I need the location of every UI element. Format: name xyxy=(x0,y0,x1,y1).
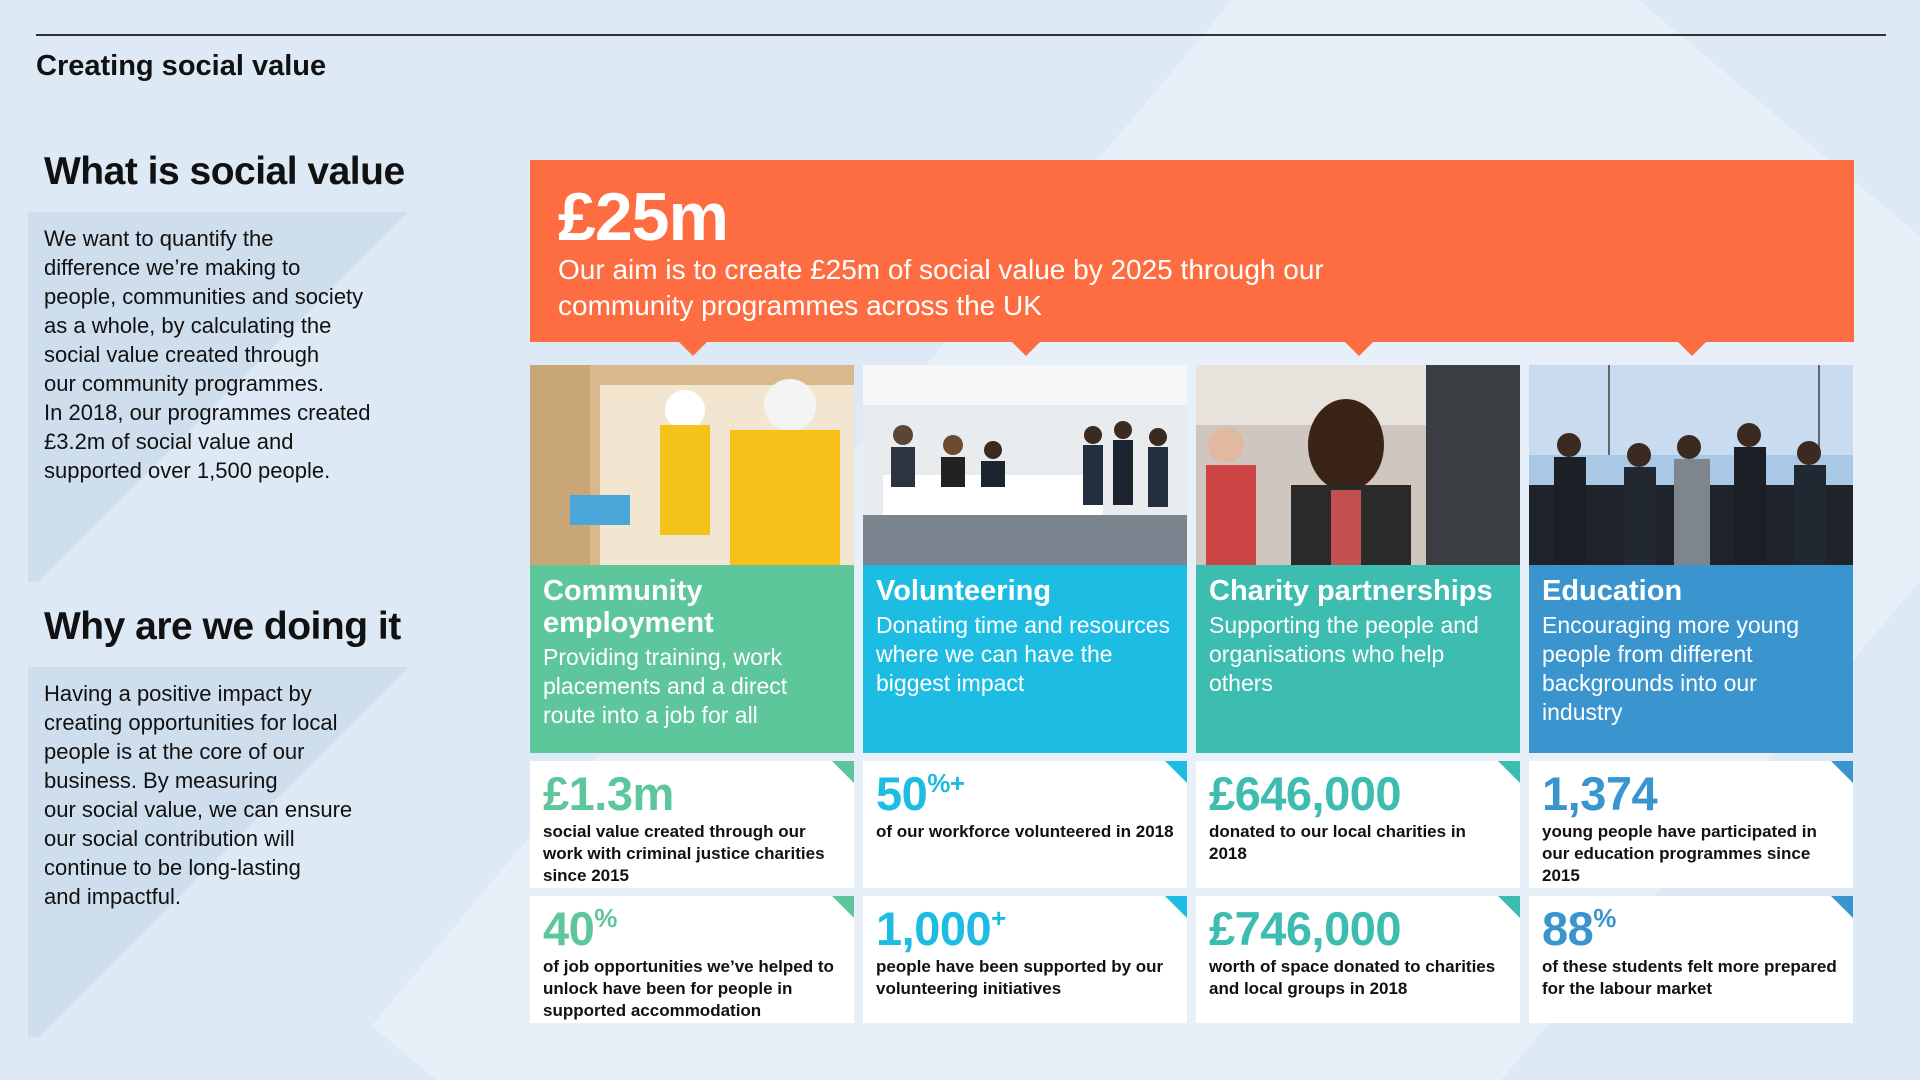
stat-box xyxy=(863,896,1187,1023)
stat-value: 1,374 xyxy=(1542,767,1658,820)
stat-label: of our workforce volunteered in 2018 xyxy=(876,822,1174,841)
header-rule xyxy=(36,34,1886,36)
hero-pointer xyxy=(1010,340,1042,356)
stat-label: worth of space donated to charities and local groups in 2018 xyxy=(1209,957,1496,998)
stat-box xyxy=(863,761,1187,888)
card-description: Encouraging more young people from different backgrounds into our industry xyxy=(1542,612,1799,725)
stat-value: £646,000 xyxy=(1209,767,1402,820)
stat-value: 50%+ xyxy=(876,767,965,820)
card-description: Supporting the people and organisations who help others xyxy=(1209,612,1479,696)
stat-label: of these students felt more prepared for the labour market xyxy=(1542,957,1837,998)
column-charity-partnerships xyxy=(1196,365,1520,1025)
hero-pointer xyxy=(677,340,709,356)
card-education xyxy=(1529,565,1853,753)
page-title: Creating social value xyxy=(36,50,327,82)
stat-box xyxy=(1529,761,1853,888)
hero-pointer xyxy=(1343,340,1375,356)
card-volunteering xyxy=(863,565,1187,753)
stat-value: 88% xyxy=(1542,902,1616,955)
card-description: Donating time and resources where we can have the biggest impact xyxy=(876,612,1171,696)
programme-columns xyxy=(530,365,1854,1025)
what-heading: What is social value xyxy=(44,150,405,193)
column-volunteering xyxy=(863,365,1187,1025)
stat-label: young people have participated in our education programmes since 2015 xyxy=(1542,822,1817,885)
stat-box xyxy=(1196,896,1520,1023)
what-section xyxy=(28,150,428,525)
stat-label: donated to our local charities in 2018 xyxy=(1209,822,1466,863)
why-section xyxy=(28,605,428,951)
stat-box xyxy=(530,761,854,888)
card-title: Community employment xyxy=(543,575,714,639)
stat-label: people have been supported by our volunteering initiatives xyxy=(876,957,1164,998)
stat-box xyxy=(530,896,854,1023)
stat-value: £1.3m xyxy=(543,767,674,820)
card-description: Providing training, work placements and a direct route into a job for all xyxy=(543,644,788,728)
photo-construction-workers xyxy=(530,365,854,565)
hero-text: Our aim is to create £25m of social value by 2025 through our community programmes across the UK xyxy=(558,254,1324,321)
photo-charity-worker xyxy=(1196,365,1520,565)
stat-value: 1,000+ xyxy=(876,902,1006,955)
hero-banner xyxy=(530,160,1854,342)
why-body: Having a positive impact by creating opportunities for local people is at the core of our business. By measuring our social value, we can ensure our social contribution will continue to be long-lasting and impactful. xyxy=(28,667,428,951)
card-community-employment xyxy=(530,565,854,753)
card-title: Charity partnerships xyxy=(1209,575,1493,607)
column-community-employment xyxy=(530,365,854,1025)
hero-amount: £25m xyxy=(558,179,728,255)
hero-pointer xyxy=(1676,340,1708,356)
photo-students-harbour xyxy=(1529,365,1853,565)
stat-box xyxy=(1529,896,1853,1023)
what-body: We want to quantify the difference we’re making to people, communities and society as a whole, by calculating the social value created through our community programmes. In 2018, our programmes created £3.2m of social value and supported over 1,500 people. xyxy=(28,212,428,525)
stat-box xyxy=(1196,761,1520,888)
column-education xyxy=(1529,365,1853,1025)
card-title: Education xyxy=(1542,575,1683,607)
stat-value: £746,000 xyxy=(1209,902,1402,955)
card-charity-partnerships xyxy=(1196,565,1520,753)
photo-meeting-room xyxy=(863,365,1187,565)
stat-label: social value created through our work with criminal justice charities since 2015 xyxy=(543,822,825,885)
stat-value: 40% xyxy=(543,902,617,955)
card-title: Volunteering xyxy=(876,575,1052,607)
why-heading: Why are we doing it xyxy=(44,605,401,648)
stat-label: of job opportunities we’ve helped to unlock have been for people in supported accommodation xyxy=(543,957,834,1020)
